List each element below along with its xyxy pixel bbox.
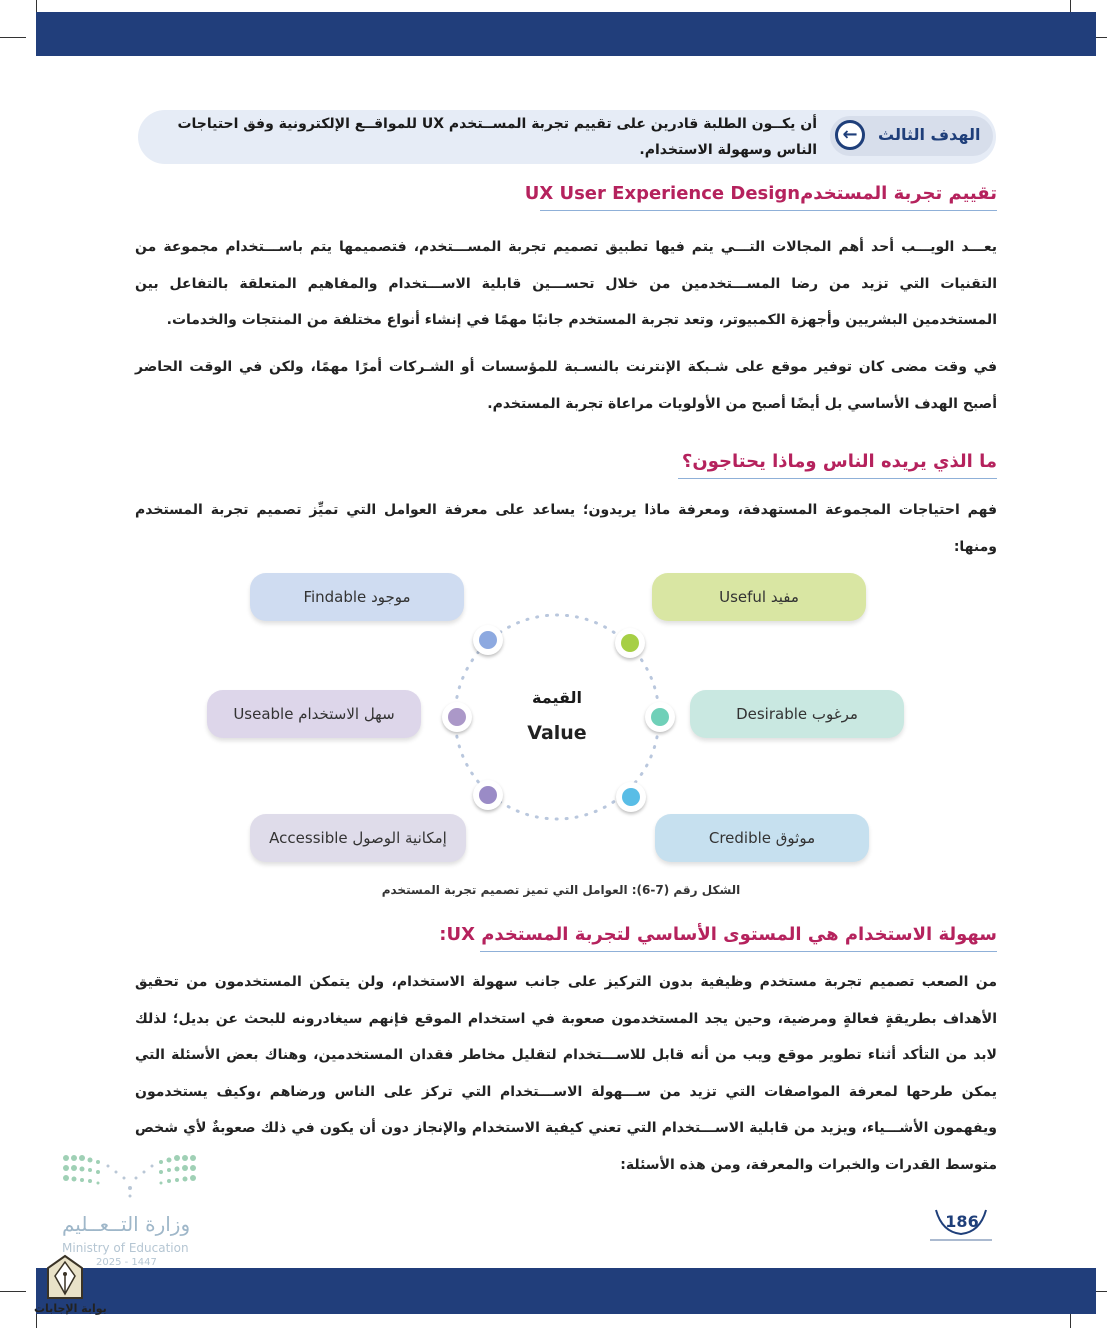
pen-nib-logo-icon (44, 1254, 86, 1302)
ministry-name-english: Ministry of Education (62, 1241, 189, 1255)
portal-watermark: بوابة الإجابات (34, 1302, 107, 1315)
goal-text-line1: أن يكــون الطلبة قادرين على تقييم تجربة المســتخدم UX للمواقــع الإلكترونية وفق احتياجات (177, 116, 817, 132)
diagram-center-english: Value (527, 722, 587, 744)
connector-dot-desirable (645, 702, 675, 732)
connector-dot-accessible (473, 780, 503, 810)
factor-useable: Useable سهل الاستخدام (207, 690, 421, 738)
connector-dot-useable (442, 702, 472, 732)
factor-accessible: Accessible إمكانية الوصول (250, 814, 466, 862)
crop-mark (0, 1291, 26, 1292)
paragraph-web-ux: يعـــد الويـــب أحد أهم المجالات التـــي يتم فيها تطبيق تصميم تجربة المســـتخدم، فتصميمها يتم باســـتخدام مجموعة من التقنيات التي تزيد من رضا المســـتخدمين من خلال تحســـين قابلية الاســـتخدام والمفاهيم المتعلقة بالتفاعل بين المستخدمين البشريين وأجهزة الكمبيوتر، وتعد تجربة المستخدم جانبًا مهمًا في إنشاء أنواع مختلفة من المنتجات والخدمات. (135, 239, 997, 328)
goal-text-line2: الناس وسهولة الاستخدام. (639, 142, 817, 158)
figure-caption: الشكل رقم (7-6): العوامل التي تميز تصميم تجربة المستخدم (381, 883, 741, 897)
section-heading-ux: تقييم تجربة المستخدمUX User Experience Design (524, 183, 997, 204)
section-heading-needs: ما الذي يريده الناس وماذا يحتاجون؟ (681, 451, 997, 472)
ministry-logo-icon (62, 1154, 198, 1198)
page-number: 186 (945, 1212, 979, 1231)
factor-useful: Useful مفيد (652, 573, 866, 621)
edition-year: 2025 - 1447 (96, 1257, 157, 1268)
heading-underline (540, 210, 997, 211)
paragraph-priority: في وقت مضى كان توفير موقع على شـبكة الإنترنت بالنسـبة للمؤسسات أو الشـركات أمرًا مهمًا، ولكن في الوقت الحاضر أصبح الهدف الأساسي بل أيضًا أصبح من الأولويات مراعاة تجربة المستخدم. (135, 359, 997, 412)
paragraph-usability: من الصعب تصميم تجربة مستخدم وظيفية بدون التركيز على جانب سهولة الاستخدام، ولن يتمكن المستخدمون من تحقيق الأهداف بطريقةٍ فعالةٍ ومرضية، وحين يجد المستخدمون صعوبة في استخدام الموقع فإنهم سيغادرونه للبحث عن بديل؛ لذلك لابد من التأكد أثناء تطوير موقع ويب من أنه قابل للاســـتخدام لتقليل مخاطر فقدان المستخدمين، وهناك بعض الأسئلة التي يمكن طرحها لمعرفة المواصفات التي تزيد من ســـهولة الاســـتخدام التي تركز على الناس ورضاهم ،وكيف يستخدمون ويفهمون الأشـــياء، ويزيد من قابلية الاســـتخدام التي تعني كيفية الاستخدام والإنجاز دون أن يكون في ذلك صعوبةٌ لأي شخص متوسط القدرات والخبرات والمعرفة، ومن هذه الأسئلة: (135, 974, 997, 1173)
crop-mark (0, 37, 26, 38)
footer-band (36, 1268, 1096, 1314)
heading-underline (480, 951, 997, 952)
paragraph-needs: فهم احتياجات المجموعة المستهدفة، ومعرفة ماذا يريدون؛ يساعد على معرفة العوامل التي تميِّز تصميم تجربة المستخدم ومنها: (135, 502, 997, 555)
factor-findable: Findable موجود (250, 573, 464, 621)
connector-dot-findable (473, 625, 503, 655)
arrow-left-icon: ← (835, 120, 865, 150)
connector-dot-credible (616, 782, 646, 812)
goal-tag-label: الهدف الثالث (878, 125, 981, 144)
header-band (36, 12, 1096, 56)
factor-credible: Credible موثوق (655, 814, 869, 862)
factor-desirable: Desirable مرغوب (690, 690, 904, 738)
diagram-center-arabic: القيمة (532, 688, 582, 707)
connector-dot-useful (615, 628, 645, 658)
heading-underline (678, 478, 997, 479)
section-heading-usability: سهولة الاستخدام هي المستوى الأساسي لتجربة المستخدم UX: (439, 924, 997, 945)
ministry-name-arabic: وزارة التــعــليم (62, 1212, 191, 1236)
